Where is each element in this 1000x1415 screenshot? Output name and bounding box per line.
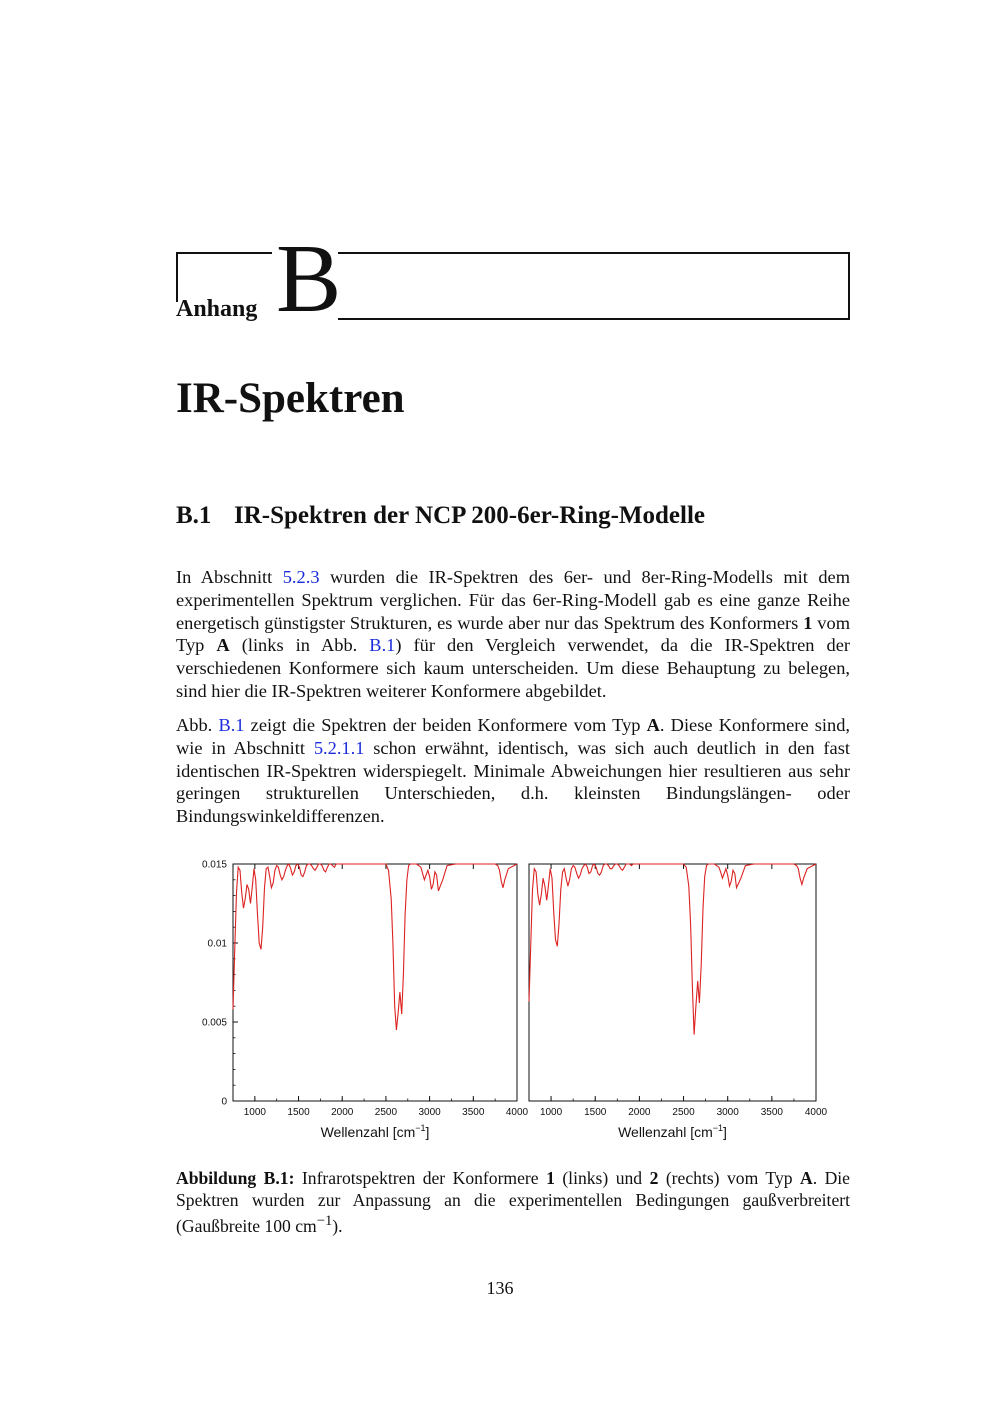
plot-frame [233,864,517,1101]
y-tick-label: 0.015 [201,859,227,871]
text-run: (rechts) vom Typ [658,1168,800,1188]
text-run: wurden die IR-Spektren des 6er- und 8er-Ring-Modells mit dem experimentellen Spektrum verglichen. Für das 6er-Ring-Modell gab es eine ganze Reihe energetisch günstigster Strukturen, es wurde aber nur das Spektrum des Konformers [176,567,851,633]
body-paragraph [176,714,850,828]
frame-line [176,252,178,302]
plot-frame [529,864,816,1101]
ir-spectra-figure [190,850,840,1150]
y-tick-label: 0.005 [201,1017,227,1029]
frame-line [176,252,272,254]
x-tick-label: 2500 [672,1107,695,1118]
figure-reference-link[interactable]: B.1 [218,715,245,735]
x-tick-label: 3000 [716,1107,739,1118]
y-tick-label: 0 [221,1096,227,1108]
section-number: B.1 [176,502,212,529]
section-title: IR-Spektren der NCP 200-6er-Ring-Modelle [234,502,706,529]
x-tick-label: 1500 [584,1107,607,1118]
chapter-letter: B [276,225,342,333]
section-reference-link[interactable]: 5.2.1.1 [313,737,365,758]
text-run: . Diese Konformere sind, wie in Abschnitt [176,715,850,758]
frame-line [338,318,850,320]
text-run: Infrarotspektren der Konformere [294,1168,547,1188]
bold-text: A [216,635,230,656]
text-run: ). [332,1215,343,1236]
figure-caption [176,1168,850,1237]
x-tick-label: 4000 [804,1107,828,1118]
text-run: vom Typ [176,612,850,656]
x-tick-label: 4000 [505,1107,529,1118]
x-tick-label: 1000 [243,1107,266,1118]
text-run: Abb. [176,715,219,735]
x-tick-label: 2000 [628,1107,651,1118]
bold-text: 2 [649,1168,659,1188]
x-tick-label: 2000 [331,1107,354,1118]
figure-reference-link[interactable]: B.1 [369,635,396,656]
ir-spectrum-line [529,864,816,1035]
bold-text: A [800,1168,813,1188]
bold-text: A [646,715,660,735]
text-run: schon erwähnt, identisch, was sich auch deutlich in den fast identischen IR-Spektren widerspiegelt. Minimale Abweichungen hier resultieren aus sehr geringen strukturellen Unterschieden, d.h. kleinsten Bindungslängen- oder Bindungswinkeldifferenzen. [176,737,850,827]
page-number: 136 [486,1278,514,1298]
section-reference-link[interactable]: 5.2.3 [282,567,320,587]
body-paragraph [176,566,850,703]
x-tick-label: 1000 [539,1107,563,1118]
superscript: −1 [316,1213,333,1229]
text-run: ) für den Vergleich verwendet, da die IR-Spektren der verschiedenen Konformere sich kaum unterscheiden. Um diese Behauptung zu belegen, sind hier die IR-Spektren weiterer Konformere abgebildet. [176,635,850,701]
text-run: (links) und [554,1168,650,1188]
section-heading [176,502,705,530]
ir-spectrum-line [233,864,517,1030]
bold-text: 1 [546,1168,555,1188]
text-run: In Abschnitt [176,567,283,587]
x-tick-label: 3500 [462,1107,485,1118]
text-run: . Die Spektren wurden zur Anpassung an die experimentellen Bedingungen gaußverbreitert (Gaußbreite 100 cm [176,1168,850,1236]
frame-line [338,252,850,254]
frame-line [848,252,850,320]
text-run: (links in Abb. [229,635,370,656]
x-tick-label: 3000 [418,1107,441,1118]
x-axis-label: Wellenzahl $[cm^{-1}]$ [320,1123,430,1140]
x-axis-label: Wellenzahl $[cm^{-1}]$ [618,1123,727,1140]
text-run: zeigt die Spektren der beiden Konformere vom Typ [244,715,647,735]
caption-label: Abbildung B.1: [176,1168,295,1188]
y-tick-label: 0.01 [207,938,227,950]
x-tick-label: 3500 [760,1107,783,1118]
chapter-title: IR-Spektren [176,375,405,422]
x-tick-label: 2500 [374,1107,398,1118]
bold-text: 1 [803,612,813,633]
x-tick-label: 1500 [287,1107,310,1118]
chapter-label: Anhang [176,296,258,322]
